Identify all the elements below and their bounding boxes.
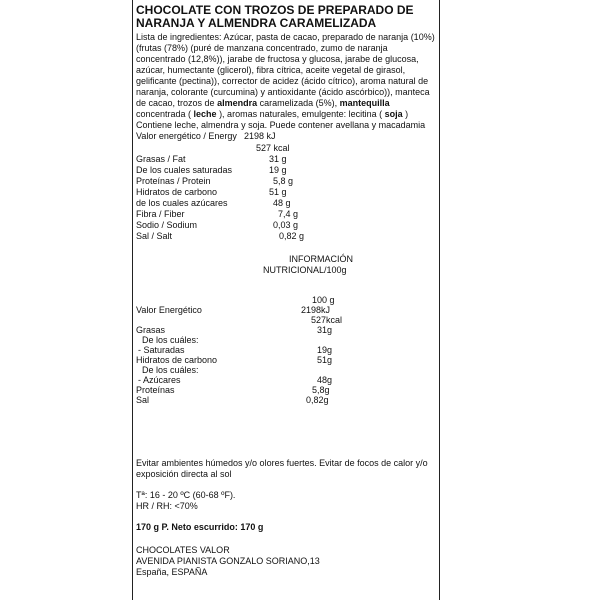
ingredients-text: concentrada ( (136, 109, 194, 119)
nutrition-value: 31g (317, 325, 333, 335)
allergen-leche: leche (193, 109, 217, 119)
nutrition-label: Valor energético / Energy (136, 131, 237, 141)
ingredients-text: ), aromas naturales, emulgente: lecitina ( (216, 109, 385, 119)
nutrition-label: Hidratos de carbono (136, 187, 218, 197)
nutrition-label: Proteínas (136, 385, 175, 395)
nutrition-value: 5,8 g (273, 176, 294, 186)
product-label (132, 0, 440, 600)
nutrition-label: - Azúcares (138, 375, 181, 385)
humidity-range: HR / RH: <70% (136, 501, 198, 511)
nutrition-value: 2198 kJ (244, 131, 276, 141)
nutrition-heading: NUTRICIONAL/100g (263, 265, 347, 275)
nutrition-label: Grasas / Fat (136, 154, 186, 164)
nutrition-heading: INFORMACIÓN (289, 254, 353, 264)
nutrition-label: Sodio / Sodium (136, 220, 198, 230)
ingredients-list (136, 32, 436, 120)
allergen-mantequilla: mantequilla (339, 98, 390, 108)
company-country: España, ESPAÑA (136, 567, 208, 577)
nutrition-value: 19 g (269, 165, 287, 175)
storage-instructions: exposición directa al sol (136, 469, 232, 479)
nutrition-value: 527kcal (311, 315, 343, 325)
nutrition-label: Proteínas / Protein (136, 176, 211, 186)
storage-instructions: Evitar ambientes húmedos y/o olores fuertes. Evitar de focos de calor y/o (136, 458, 428, 468)
allergen-statement: Contiene leche, almendra y soja. Puede contener avellana y macadamia (136, 120, 426, 130)
nutrition-label: Fibra / Fiber (136, 209, 185, 219)
nutrition-value: 19g (317, 345, 333, 355)
temperature-range: Tª: 16 - 20 ºC (60-68 ºF). (136, 490, 236, 500)
nutrition-value: 51 g (269, 187, 287, 197)
nutrition-label: Sal (136, 395, 150, 405)
nutrition-label: Valor Energético (136, 305, 202, 315)
nutrition-value: 527 kcal (256, 143, 290, 153)
nutrition-value: 7,4 g (278, 209, 299, 219)
nutrition-per-quantity: 100 g (312, 295, 335, 305)
ingredients-text: ) (402, 109, 409, 119)
nutrition-value: 2198kJ (301, 305, 331, 315)
nutrition-value: 48g (317, 375, 333, 385)
allergen-soja: soja (384, 109, 403, 119)
ingredients-text: Lista de ingredientes: Azúcar, pasta de cacao, preparado de naranja (10%) (frutas (78%) (puré de manzana concentrado, zumo de naranja concentrado (12,8%)), jarabe de fructosa y glucosa, jarabe de glucosa, azúcar, humectante (glicerol), fibra cítrica, aceite vegetal de girasol, gelificante (pectina)), corrector de acidez (ácido cítrico), aroma natural de naranja, colorante (curcumina) y antioxidante (ácido ascórbico)), manteca de cacao, trozos de (136, 32, 435, 108)
nutrition-label: Hidratos de carbono (136, 355, 218, 365)
nutrition-value: 0,03 g (273, 220, 299, 230)
company-name: CHOCOLATES VALOR (136, 545, 230, 555)
nutrition-value: 31 g (269, 154, 287, 164)
nutrition-value: 51g (317, 355, 333, 365)
allergen-almendra: almendra (217, 98, 258, 108)
nutrition-label: de los cuales azúcares (136, 198, 228, 208)
nutrition-label: De los cuáles: (142, 365, 199, 375)
company-address: AVENIDA PIANISTA GONZALO SORIANO,13 (136, 556, 320, 566)
nutrition-label: De los cuáles: (142, 335, 199, 345)
ingredients-text: caramelizada (5%), (257, 98, 340, 108)
nutrition-label: De los cuales saturadas (136, 165, 233, 175)
nutrition-label: Grasas (136, 325, 166, 335)
nutrition-value: 48 g (273, 198, 291, 208)
nutrition-label: - Saturadas (138, 345, 185, 355)
nutrition-value: 0,82 g (279, 231, 305, 241)
nutrition-label: Sal / Salt (136, 231, 173, 241)
product-title: CHOCOLATE CON TROZOS DE PREPARADO DE NARANJA Y ALMENDRA CARAMELIZADA (136, 3, 414, 30)
net-weight: 170 g P. Neto escurrido: 170 g (136, 522, 264, 532)
nutrition-value: 5,8g (312, 385, 330, 395)
nutrition-value: 0,82g (306, 395, 329, 405)
